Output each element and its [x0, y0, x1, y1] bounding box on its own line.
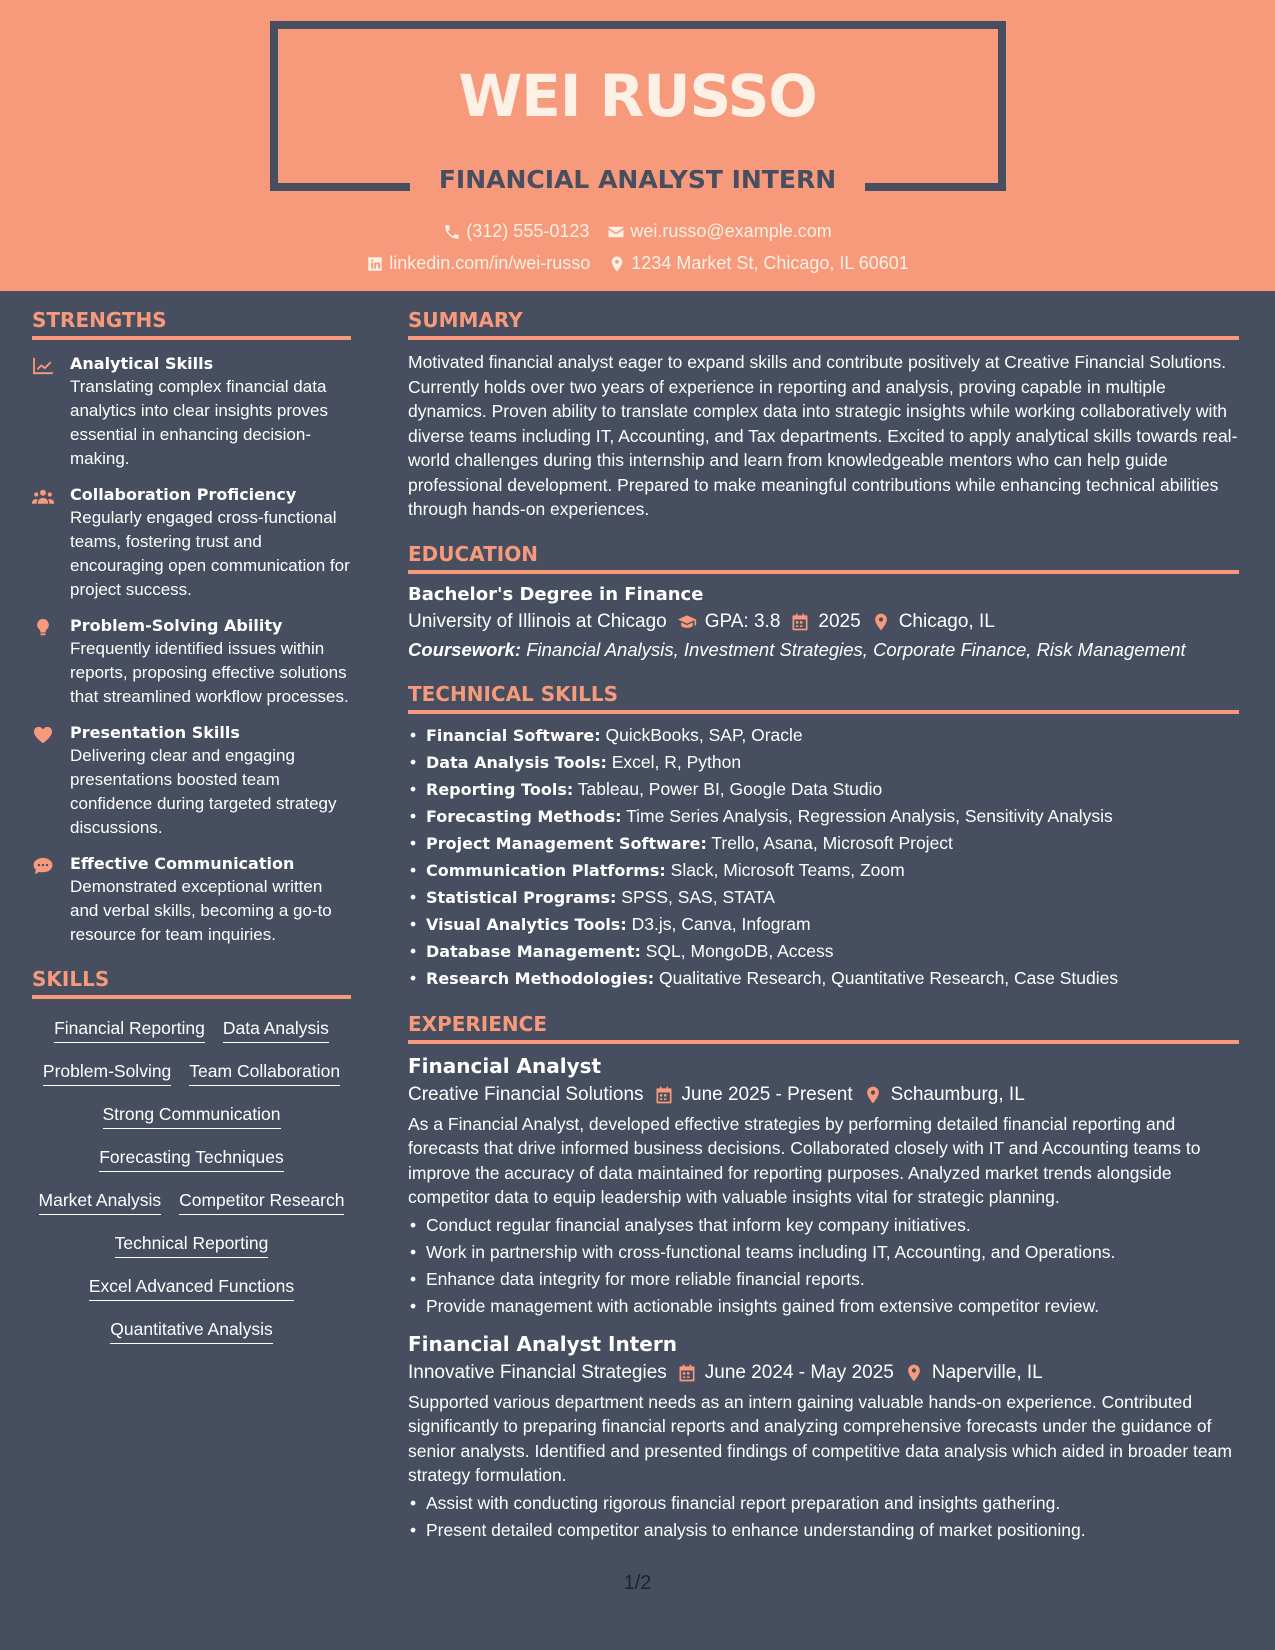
- job-location: [863, 1084, 1025, 1106]
- skill-value: SQL, MongoDB, Access: [640, 940, 834, 961]
- strengths-heading: STRENGTHS: [32, 308, 351, 340]
- job-title: Financial Analyst: [408, 1053, 602, 1078]
- strength-title: Collaboration Proficiency: [70, 485, 297, 504]
- strength-title: Presentation Skills: [70, 723, 240, 742]
- list-item: [408, 857, 1239, 884]
- summary-heading: SUMMARY: [408, 308, 1239, 340]
- candidate-name: WEI RUSSO: [458, 62, 817, 130]
- list-item: • Assist with conducting rigorous financial report preparation and insights gathering.: [408, 1490, 1239, 1517]
- technical-skills-section: [408, 682, 1239, 992]
- company: [408, 1084, 644, 1106]
- dates-text: June 2025 - Present: [681, 1083, 853, 1105]
- skill-tag: Team Collaboration: [189, 1060, 340, 1086]
- strength-desc: Frequently identified issues within reports, proposing effective solutions that streamlined workflow processes.: [70, 639, 349, 706]
- strengths-list: [32, 354, 351, 947]
- job-dates: [677, 1362, 894, 1384]
- company-text: Innovative Financial Strategies: [408, 1361, 667, 1383]
- skill-value: D3.js, Canva, Infogram: [626, 913, 811, 934]
- skill-tag: Financial Reporting: [54, 1017, 205, 1043]
- chart-line-icon: [32, 357, 54, 375]
- list-item: [408, 830, 1239, 857]
- education-section: [408, 542, 1239, 662]
- job-bullets: [408, 1490, 1239, 1544]
- coursework: [408, 638, 1239, 662]
- list-item: • Work in partnership with cross-functional teams including IT, Accounting, and Operations.: [408, 1239, 1239, 1266]
- calendar-icon: [790, 612, 810, 632]
- company-text: Creative Financial Solutions: [408, 1083, 644, 1105]
- job-description: Supported various department needs as an intern gaining valuable hands-on experience. Contributed significantly to preparing financial reports and analyzing comprehensive forecasts under the guidance of senior analysts. Identified and presented findings of competitive data analysis which aided in broader team strategy formulation.: [408, 1391, 1232, 1485]
- skill-label: Data Analysis Tools:: [426, 752, 607, 772]
- list-item: [408, 965, 1239, 992]
- strength-item: [32, 723, 351, 840]
- strength-title: Problem-Solving Ability: [70, 616, 283, 635]
- contact-linkedin: [366, 253, 590, 274]
- skill-value: Trello, Asana, Microsoft Project: [706, 832, 953, 853]
- job-entry: [408, 1332, 1239, 1544]
- skill-tag: Technical Reporting: [115, 1232, 269, 1258]
- strength-title: Analytical Skills: [70, 354, 214, 373]
- list-item: [408, 722, 1239, 749]
- skill-label: Financial Software:: [426, 725, 601, 745]
- page-number: 1/2: [623, 1572, 652, 1594]
- technical-skills-heading: TECHNICAL SKILLS: [408, 682, 1239, 714]
- skill-label: Communication Platforms:: [426, 860, 666, 880]
- strength-item: [32, 616, 351, 709]
- contact-email: [607, 221, 831, 242]
- linkedin-text[interactable]: linkedin.com/in/wei-russo: [389, 253, 591, 273]
- phone-icon: [443, 223, 461, 241]
- list-item: • Conduct regular financial analyses that inform key company initiatives.: [408, 1212, 1239, 1239]
- contact-row-2: [0, 253, 1275, 274]
- skill-tag: Market Analysis: [39, 1189, 162, 1215]
- coursework-label: Coursework:: [408, 638, 522, 660]
- job-title: Financial Analyst Intern: [408, 1331, 677, 1356]
- skill-value: SPSS, SAS, STATA: [616, 886, 775, 907]
- comment-dots-icon: [32, 857, 54, 875]
- skill-tag: Forecasting Techniques: [99, 1146, 284, 1172]
- map-marker-icon: [863, 1085, 883, 1105]
- skill-tag: Strong Communication: [103, 1103, 281, 1129]
- degree: Bachelor's Degree in Finance: [408, 583, 704, 605]
- grad-year: [790, 611, 860, 633]
- phone-text[interactable]: (312) 555-0123: [466, 221, 590, 241]
- skill-value: QuickBooks, SAP, Oracle: [600, 724, 803, 745]
- users-icon: [32, 488, 54, 506]
- strength-item: [32, 485, 351, 602]
- skill-label: Forecasting Methods:: [426, 806, 622, 826]
- strength-item: [32, 354, 351, 471]
- skill-value: Tableau, Power BI, Google Data Studio: [573, 778, 883, 799]
- gpa-text: GPA: 3.8: [704, 610, 781, 632]
- list-item: [408, 803, 1239, 830]
- coursework-text: Financial Analysis, Investment Strategies, Corporate Finance, Risk Management: [521, 638, 1186, 660]
- strength-desc: Regularly engaged cross-functional teams, fostering trust and encouraging open communication for project success.: [70, 508, 350, 599]
- skills-list: [32, 1017, 351, 1344]
- linkedin-icon: [366, 255, 384, 273]
- skill-label: Database Management:: [426, 941, 641, 961]
- technical-skills-list: [408, 722, 1239, 992]
- job-entry: [408, 1054, 1239, 1320]
- heart-icon: [32, 726, 54, 744]
- strength-item: [32, 854, 351, 947]
- education-heading: EDUCATION: [408, 542, 1239, 574]
- strength-title: Effective Communication: [70, 854, 295, 873]
- list-item: [408, 911, 1239, 938]
- school-location: [871, 611, 995, 633]
- location-text: Naperville, IL: [931, 1361, 1043, 1383]
- skill-label: Project Management Software:: [426, 833, 707, 853]
- skill-label: Visual Analytics Tools:: [426, 914, 627, 934]
- school-text: University of Illinois at Chicago: [408, 610, 667, 632]
- address-text: 1234 Market St, Chicago, IL 60601: [631, 253, 909, 273]
- education-meta: [408, 611, 1239, 633]
- list-item: [408, 884, 1239, 911]
- map-marker-icon: [871, 612, 891, 632]
- gpa: [677, 611, 781, 633]
- list-item: [408, 776, 1239, 803]
- skill-tag: Competitor Research: [179, 1189, 344, 1215]
- skill-value: Time Series Analysis, Regression Analysis, Sensitivity Analysis: [621, 805, 1113, 826]
- calendar-icon: [677, 1363, 697, 1383]
- contact-address: [608, 253, 909, 274]
- contact-phone: [443, 221, 589, 242]
- skill-tag: Excel Advanced Functions: [89, 1275, 294, 1301]
- list-item: • Present detailed competitor analysis to enhance understanding of market positioning.: [408, 1517, 1239, 1544]
- left-column: [32, 308, 351, 1344]
- calendar-icon: [654, 1085, 674, 1105]
- strength-desc: Demonstrated exceptional written and verbal skills, becoming a go-to resource for team inquiries.: [70, 877, 332, 944]
- summary-text: Motivated financial analyst eager to expand skills and contribute positively at Creative Financial Solutions. Currently holds over two years of experience in reporting and analysis, proving capable in multiple dynamics. Proven ability to translate complex data into strategic insights while working collaboratively with diverse teams including IT, Accounting, and Tax departments. Excited to apply analytical skills towards real-world challenges during this internship and learn from knowledgeable mentors who can help guide professional development. Prepared to make meaningful contributions while enhancing technical abilities through hands-on experiences.: [408, 352, 1238, 519]
- year-text: 2025: [818, 610, 861, 632]
- location-text: Chicago, IL: [898, 610, 995, 632]
- email-text[interactable]: wei.russo@example.com: [630, 221, 832, 241]
- experience-section: [408, 1012, 1239, 1544]
- company: [408, 1362, 667, 1384]
- resume-header: [0, 0, 1275, 291]
- skill-label: Reporting Tools:: [426, 779, 574, 799]
- school-name: [408, 611, 667, 633]
- job-dates: [654, 1084, 853, 1106]
- location-text: Schaumburg, IL: [890, 1083, 1025, 1105]
- skill-label: Research Methodologies:: [426, 968, 655, 988]
- dates-text: June 2024 - May 2025: [704, 1361, 894, 1383]
- skill-tag: Problem-Solving: [43, 1060, 171, 1086]
- list-item: • Enhance data integrity for more reliable financial reports.: [408, 1266, 1239, 1293]
- map-marker-icon: [904, 1363, 924, 1383]
- skill-value: Slack, Microsoft Teams, Zoom: [665, 859, 905, 880]
- list-item: [408, 749, 1239, 776]
- skill-value: Qualitative Research, Quantitative Research, Case Studies: [654, 967, 1119, 988]
- job-title: FINANCIAL ANALYST INTERN: [438, 165, 837, 194]
- strength-desc: Translating complex financial data analytics into clear insights proves essential in enhancing decision-making.: [70, 377, 328, 468]
- job-bullets: [408, 1212, 1239, 1320]
- map-marker-icon: [608, 255, 626, 273]
- list-item: • Provide management with actionable insights gained from extensive competitor review.: [408, 1293, 1239, 1320]
- lightbulb-icon: [32, 619, 54, 637]
- graduation-cap-icon: [677, 612, 697, 632]
- skill-value: Excel, R, Python: [606, 751, 742, 772]
- job-meta: [408, 1084, 1239, 1106]
- skill-label: Statistical Programs:: [426, 887, 617, 907]
- job-description: As a Financial Analyst, developed effective strategies by performing detailed financial reporting and forecasts that drive informed business decisions. Collaborated closely with IT and Accounting teams to improve the accuracy of data maintained for reporting purposes. Analyzed market trends alongside competitor data to equip leadership with valuable insights vital for strategic planning.: [408, 1113, 1201, 1207]
- skill-tag: Data Analysis: [223, 1017, 329, 1043]
- skill-tag: Quantitative Analysis: [110, 1318, 272, 1344]
- envelope-icon: [607, 223, 625, 241]
- skills-heading: SKILLS: [32, 967, 351, 999]
- contact-row-1: [0, 221, 1275, 242]
- experience-heading: EXPERIENCE: [408, 1012, 1239, 1044]
- list-item: [408, 938, 1239, 965]
- job-location: [904, 1362, 1043, 1384]
- right-column: [408, 308, 1239, 1544]
- job-meta: [408, 1362, 1239, 1384]
- strength-desc: Delivering clear and engaging presentations boosted team confidence during targeted strategy discussions.: [70, 746, 337, 837]
